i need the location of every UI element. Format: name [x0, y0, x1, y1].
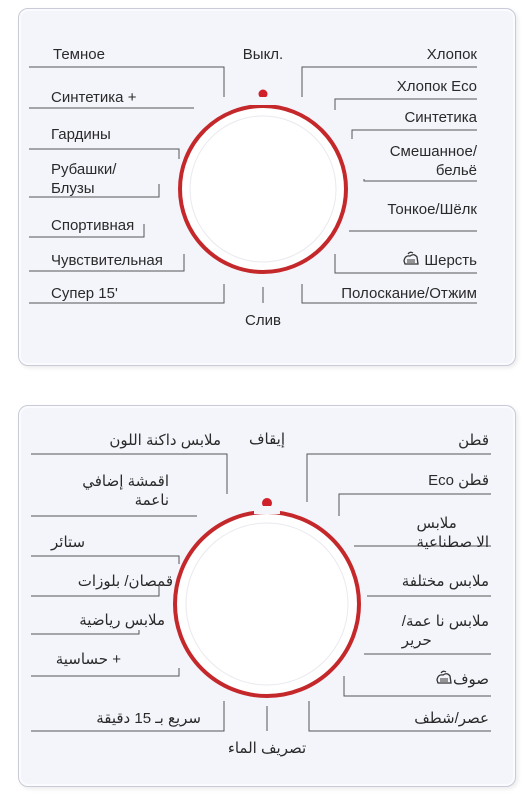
program-synthetics[interactable]: Синтетика — [404, 109, 477, 126]
program-cotton[interactable]: قطن — [458, 432, 489, 449]
program-synthetics-plus[interactable]: Синтетика + — [51, 89, 137, 106]
program-shirts-blouses[interactable]: Рубашки/ Блузы — [51, 161, 117, 197]
program-wool[interactable] — [402, 251, 477, 272]
label-off: إيقاف — [248, 431, 286, 448]
program-sensitive[interactable]: Чувствительная — [51, 252, 163, 269]
program-mixed-laundry[interactable]: Смешанное/ бельё — [389, 143, 477, 179]
program-rinse-spin[interactable]: Полоскание/Отжим — [341, 285, 477, 302]
program-panel-arabic — [18, 405, 516, 787]
program-mixed[interactable]: ملابس مختلفة — [401, 573, 489, 590]
program-delicates-silk[interactable]: ملابس نا عمة/ حرير — [401, 613, 489, 649]
label-off: Выкл. — [242, 46, 284, 63]
program-sportswear[interactable]: Спортивная — [51, 217, 135, 234]
dial-face-shading — [186, 523, 348, 685]
program-shirts-blouses[interactable]: قمصان/ بلوزات — [77, 573, 173, 590]
program-extra-soft[interactable]: اقمشة إضافي ناعمة — [82, 473, 169, 509]
label-drain: تصريف الماء — [227, 740, 307, 757]
program-dark-wash[interactable]: ملابس داكنة اللون — [109, 432, 221, 449]
program-delicates-silk[interactable]: Тонкое/Шёлк — [387, 201, 477, 218]
program-dark-wash[interactable]: Темное — [53, 46, 105, 63]
dial-face-shading — [190, 116, 336, 262]
program-sensitive-plus[interactable]: + حساسية — [55, 651, 121, 668]
program-sportswear[interactable]: ملابس رياضية — [79, 612, 165, 629]
program-quick-15[interactable]: سريع بـ 15 دقيقة — [96, 710, 201, 727]
dial-and-leader-lines — [19, 406, 515, 786]
program-wool[interactable] — [431, 670, 489, 691]
wool-hand-wash-icon — [402, 251, 420, 272]
program-cotton[interactable]: Хлопок — [426, 46, 477, 63]
program-synthetics[interactable]: ملابس الا صطناعية — [416, 515, 489, 551]
program-curtains[interactable]: Гардины — [51, 126, 111, 143]
label-drain: Слив — [245, 312, 281, 329]
program-super-15[interactable]: Супер 15' — [51, 285, 118, 302]
program-wool-label: صوف — [452, 671, 489, 688]
program-curtains[interactable]: ستائر — [51, 534, 86, 551]
program-cotton-eco[interactable]: قطن Eco — [428, 472, 489, 489]
wool-hand-wash-icon — [435, 670, 453, 691]
program-spin-rinse[interactable]: عصر/شطف — [414, 710, 489, 727]
program-panel-russian — [18, 8, 516, 366]
program-cotton-eco[interactable]: Хлопок Eco — [396, 78, 477, 95]
program-wool-label: Шерсть — [424, 252, 477, 269]
